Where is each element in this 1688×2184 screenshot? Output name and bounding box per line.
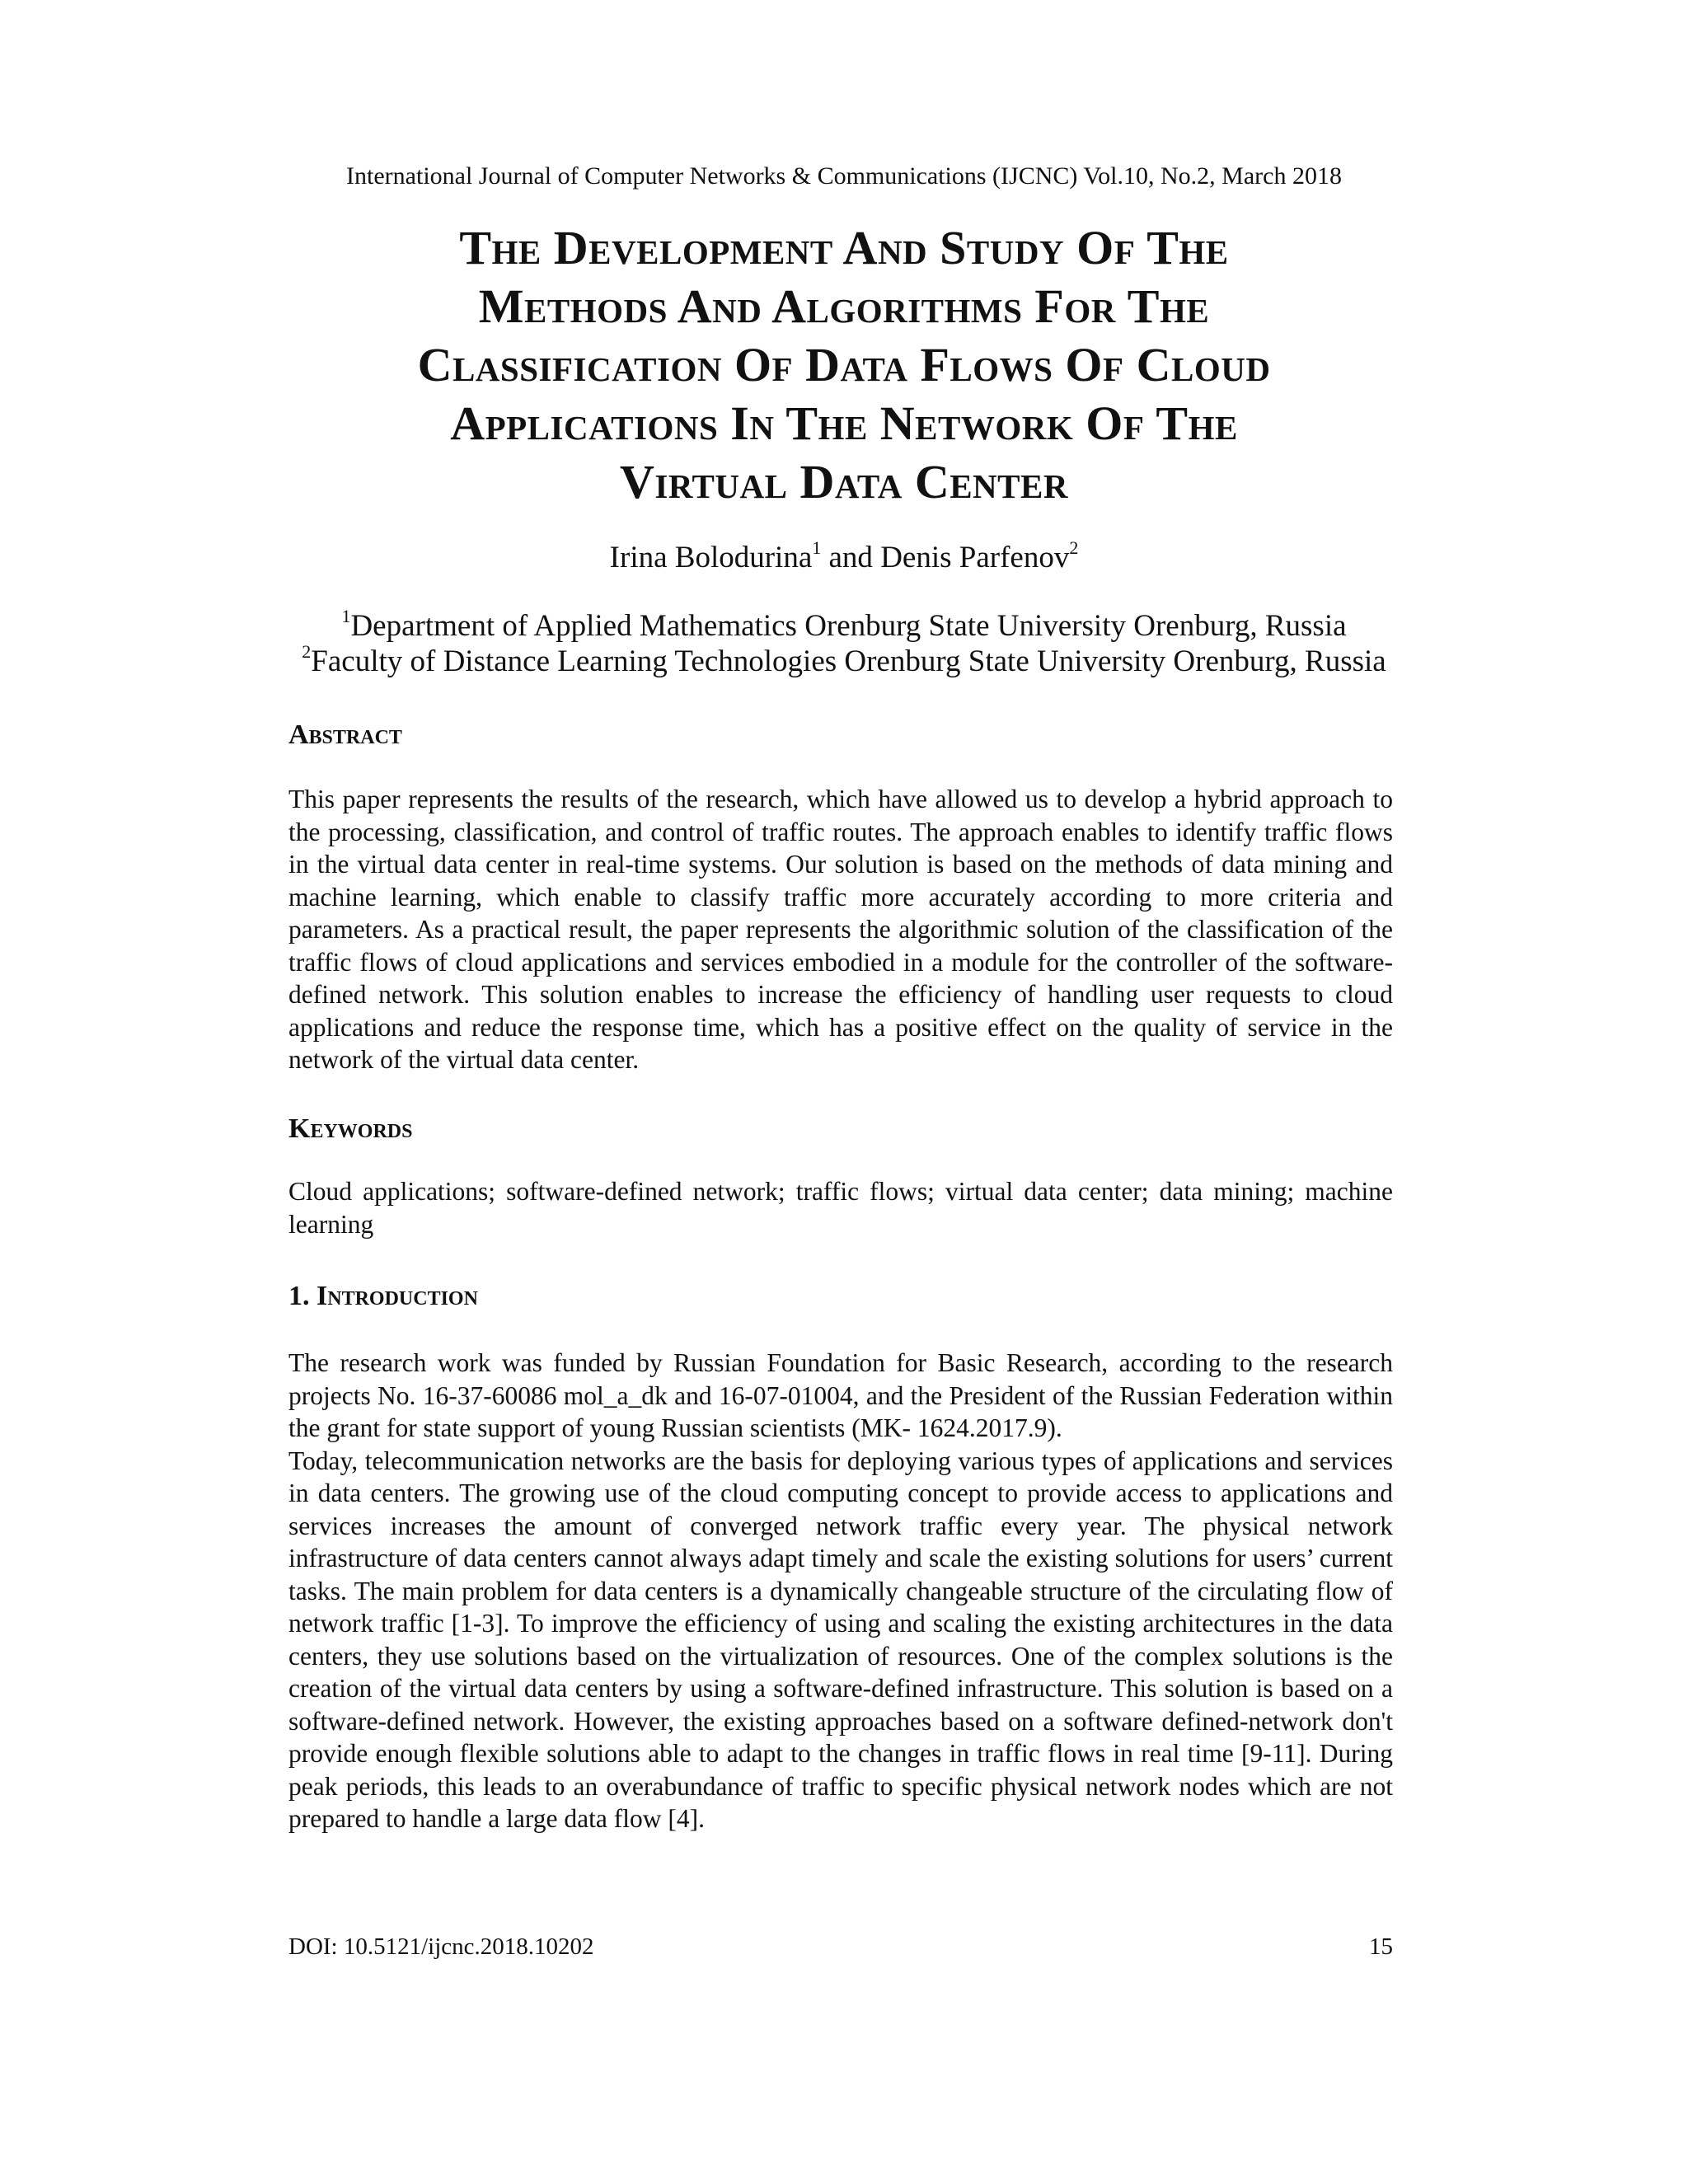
- title-line: Virtual Data Center: [620, 455, 1068, 509]
- abstract-paragraph: This paper represents the results of the research, which have allowed us to develop a hybrid approach to the processing, classification, and control of traffic routes. The approach enables to identify traffic flows in the virtual data center in real-time systems. Our solution is based on the methods of data mining and machine learning, which enable to classify traffic more accurately according to more criteria and parameters. As a practical result, the paper represents the algorithmic solution of the classification of the traffic flows of cloud applications and services embodied in a module for the controller of the software-defined network. This solution enables to increase the efficiency of handling user requests to cloud applications and reduce the response time, which has a positive effect on the quality of service in the network of the virtual data center.: [288, 785, 1393, 1074]
- paper-title: [267, 218, 1421, 511]
- introduction-body: [288, 1347, 1393, 1835]
- title-line: The Development And Study Of The: [459, 221, 1229, 274]
- keywords-body: [288, 1175, 1393, 1240]
- author-list: [0, 537, 1688, 576]
- keywords-paragraph: Cloud applications; software-defined network; traffic flows; virtual data center; data mining; machine learning: [288, 1177, 1393, 1239]
- title-line: Methods And Algorithms For The: [478, 279, 1210, 333]
- affiliation-mark: 2: [1069, 537, 1079, 558]
- affiliation-mark: 1: [812, 537, 822, 558]
- author-name: Irina Bolodurina: [609, 541, 813, 574]
- introduction-heading: 1. Introduction: [288, 1281, 478, 1311]
- title-line: Classification Of Data Flows Of Cloud: [417, 338, 1271, 391]
- footer-doi: DOI: 10.5121/ijcnc.2018.10202: [288, 1933, 594, 1960]
- title-line: Applications In The Network Of The: [450, 396, 1238, 450]
- author-connector: and: [821, 541, 881, 574]
- affiliation-list: [0, 608, 1688, 679]
- affiliation-text: Department of Applied Mathematics Orenburg State University Orenburg, Russia: [350, 609, 1347, 643]
- journal-running-header: International Journal of Computer Networks & Communications (IJCNC) Vol.10, No.2, March 2018: [346, 162, 1342, 190]
- author-name: Denis Parfenov: [880, 541, 1070, 574]
- affiliation: [0, 641, 1688, 679]
- page-number: 15: [1369, 1933, 1393, 1960]
- affiliation-mark: 2: [302, 641, 312, 662]
- abstract-body: [288, 783, 1393, 1076]
- abstract-heading: Abstract: [288, 719, 402, 750]
- introduction-paragraph: The research work was funded by Russian Foundation for Basic Research, according to the research projects No. 16-37-60086 mol_a_dk and 16-07-01004, and the President of the Russian Federation within the grant for state support of young Russian scientists (MK- 1624.2017.9).: [288, 1348, 1393, 1442]
- affiliation-text: Faculty of Distance Learning Technologies Orenburg State University Orenburg, Russia: [311, 644, 1386, 678]
- affiliation: [0, 608, 1688, 644]
- keywords-heading: Keywords: [288, 1113, 413, 1144]
- introduction-paragraph: Today, telecommunication networks are the basis for deploying various types of applications and services in data centers. The growing use of the cloud computing concept to provide access to applications and services increases the amount of converged network traffic every year. The physical network infrastructure of data centers cannot always adapt timely and scale the existing solutions for users’ current tasks. The main problem for data centers is a dynamically changeable structure of the circulating flow of network traffic [1-3]. To improve the efficiency of using and scaling the existing architectures in the data centers, they use solutions based on the virtualization of resources. One of the complex solutions is the creation of the virtual data centers by using a software-defined infrastructure. This solution is based on a software-defined network. However, the existing approaches based on a software defined-network don't provide enough flexible solutions able to adapt to the changes in traffic flows in real time [9-11]. During peak periods, this leads to an overabundance of traffic to specific physical network nodes which are not prepared to handle a large data flow [4].: [288, 1446, 1393, 1833]
- affiliation-mark: 1: [341, 606, 351, 626]
